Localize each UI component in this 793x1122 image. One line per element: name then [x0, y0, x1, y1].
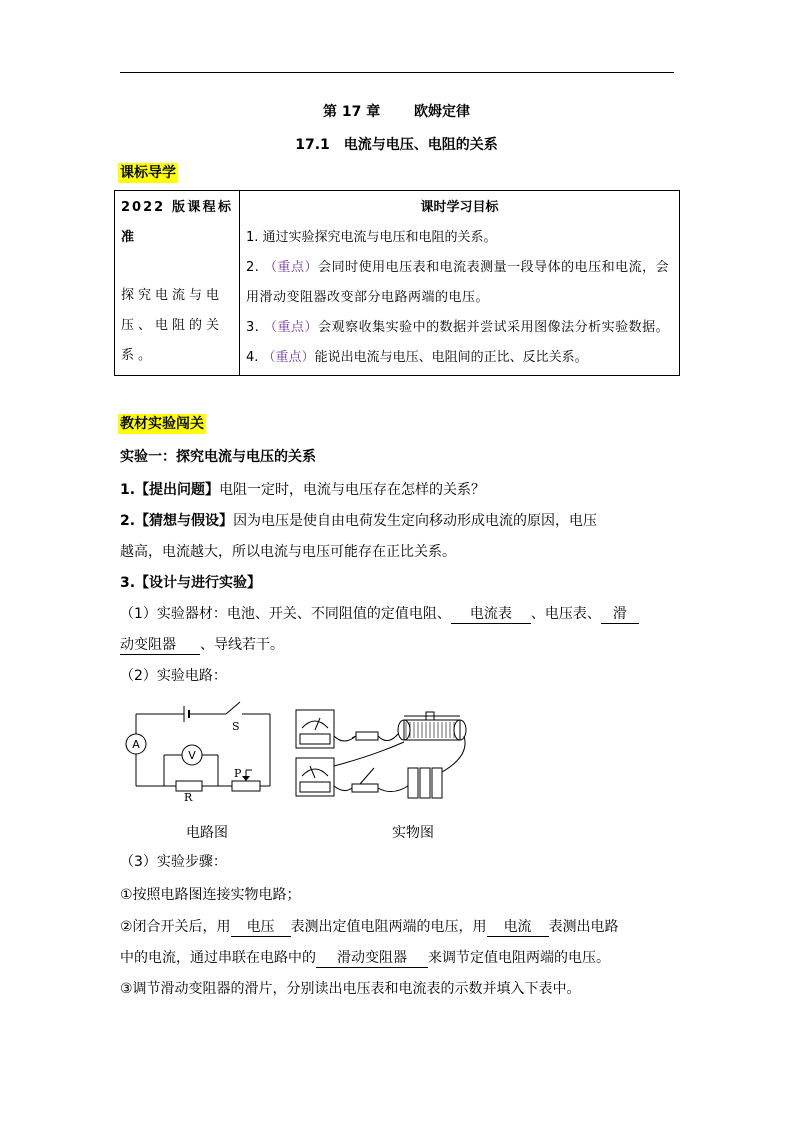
question-3: 3.【设计与进行实验】: [120, 575, 262, 591]
standard-body: 探究电流与电压、电阻的关系。: [121, 288, 224, 363]
question-2: 2.【猜想与假设】因为电压是使自由电荷发生定向移动形成电流的原因，电压: [120, 513, 598, 529]
answer-blank: 滑动变阻器: [316, 949, 428, 968]
voltmeter-label: V: [188, 749, 196, 762]
materials-line: （1）实验器材：电池、开关、不同阻值的定值电阻、 电流表 、电压表、 滑: [120, 604, 680, 624]
chapter-title: [0, 101, 793, 121]
objectives-cell: [240, 191, 680, 376]
key-point-tag: （重点）: [264, 260, 319, 275]
answer-blank: 电流: [487, 918, 549, 937]
goal-3: 3. （重点）会观察收集实验中的数据并尝试采用图像法分析实验数据。: [246, 320, 670, 335]
answer-blank: 动变阻器: [120, 636, 200, 655]
key-point-tag: （重点）: [264, 320, 319, 335]
step-1: ①按照电路图连接实物电路；: [120, 887, 301, 903]
ammeter-label: A: [132, 738, 140, 751]
goals-table: [114, 190, 680, 376]
chapter-name: 欧姆定律: [413, 104, 470, 120]
resistor-label: R: [184, 791, 193, 804]
slider-label: P: [234, 767, 242, 780]
materials-line-cont: 动变阻器 、导线若干。: [120, 637, 284, 653]
section-tag-experiment: 教材实验闯关: [120, 416, 204, 432]
chapter-number: 第 17 章: [323, 104, 381, 120]
standard-cell: [115, 191, 240, 376]
section-tag-guide: 课标导学: [120, 165, 176, 181]
experiment-title: 实验一：探究电流与电压的关系: [120, 449, 316, 465]
question-1: 1.【提出问题】电阻一定时，电流与电压存在怎样的关系？: [120, 482, 486, 498]
goal-2: 2. （重点）会同时使用电压表和电流表测量一段导体的电压和电流，会用滑动变阻器改变部分电路两端的电压。: [246, 260, 670, 305]
step-2-cont: 中的电流，通过串联在电路中的 滑动变阻器 来调节定值电阻两端的电压。: [120, 950, 610, 966]
caption-circuit: 电路图: [186, 825, 228, 841]
steps-heading: （3）实验步骤：: [120, 854, 227, 870]
step-3: ③调节滑动变阻器的滑片，分别读出电压表和电流表的示数并填入下表中。: [120, 981, 581, 997]
circuit-heading: （2）实验电路：: [120, 668, 227, 684]
section-title: 17.1 电流与电压、电阻的关系: [295, 137, 498, 153]
answer-blank: 滑: [601, 605, 639, 624]
caption-physical: 实物图: [392, 825, 434, 841]
physical-setup-diagram: [292, 706, 476, 806]
circuit-diagram: [124, 700, 274, 805]
objectives-heading: 课时学习目标: [420, 200, 499, 215]
switch-label: S: [232, 720, 240, 733]
answer-blank: 电压: [231, 918, 291, 937]
standard-heading: 2022 版课程标准: [121, 200, 233, 245]
step-2: ②闭合开关后，用 电压 表测出定值电阻两端的电压，用 电流 表测出电路: [120, 919, 619, 935]
answer-blank: 电流表: [451, 605, 531, 624]
header-rule: [120, 72, 674, 73]
goal-1: 1. 通过实验探究电流与电压和电阻的关系。: [246, 230, 497, 245]
question-2-cont: 越高，电流越大，所以电流与电压可能存在正比关系。: [120, 544, 456, 560]
goal-4: 4. （重点）能说出电流与电压、电阻间的正比、反比关系。: [246, 350, 588, 365]
key-point-tag: （重点）: [262, 350, 315, 365]
